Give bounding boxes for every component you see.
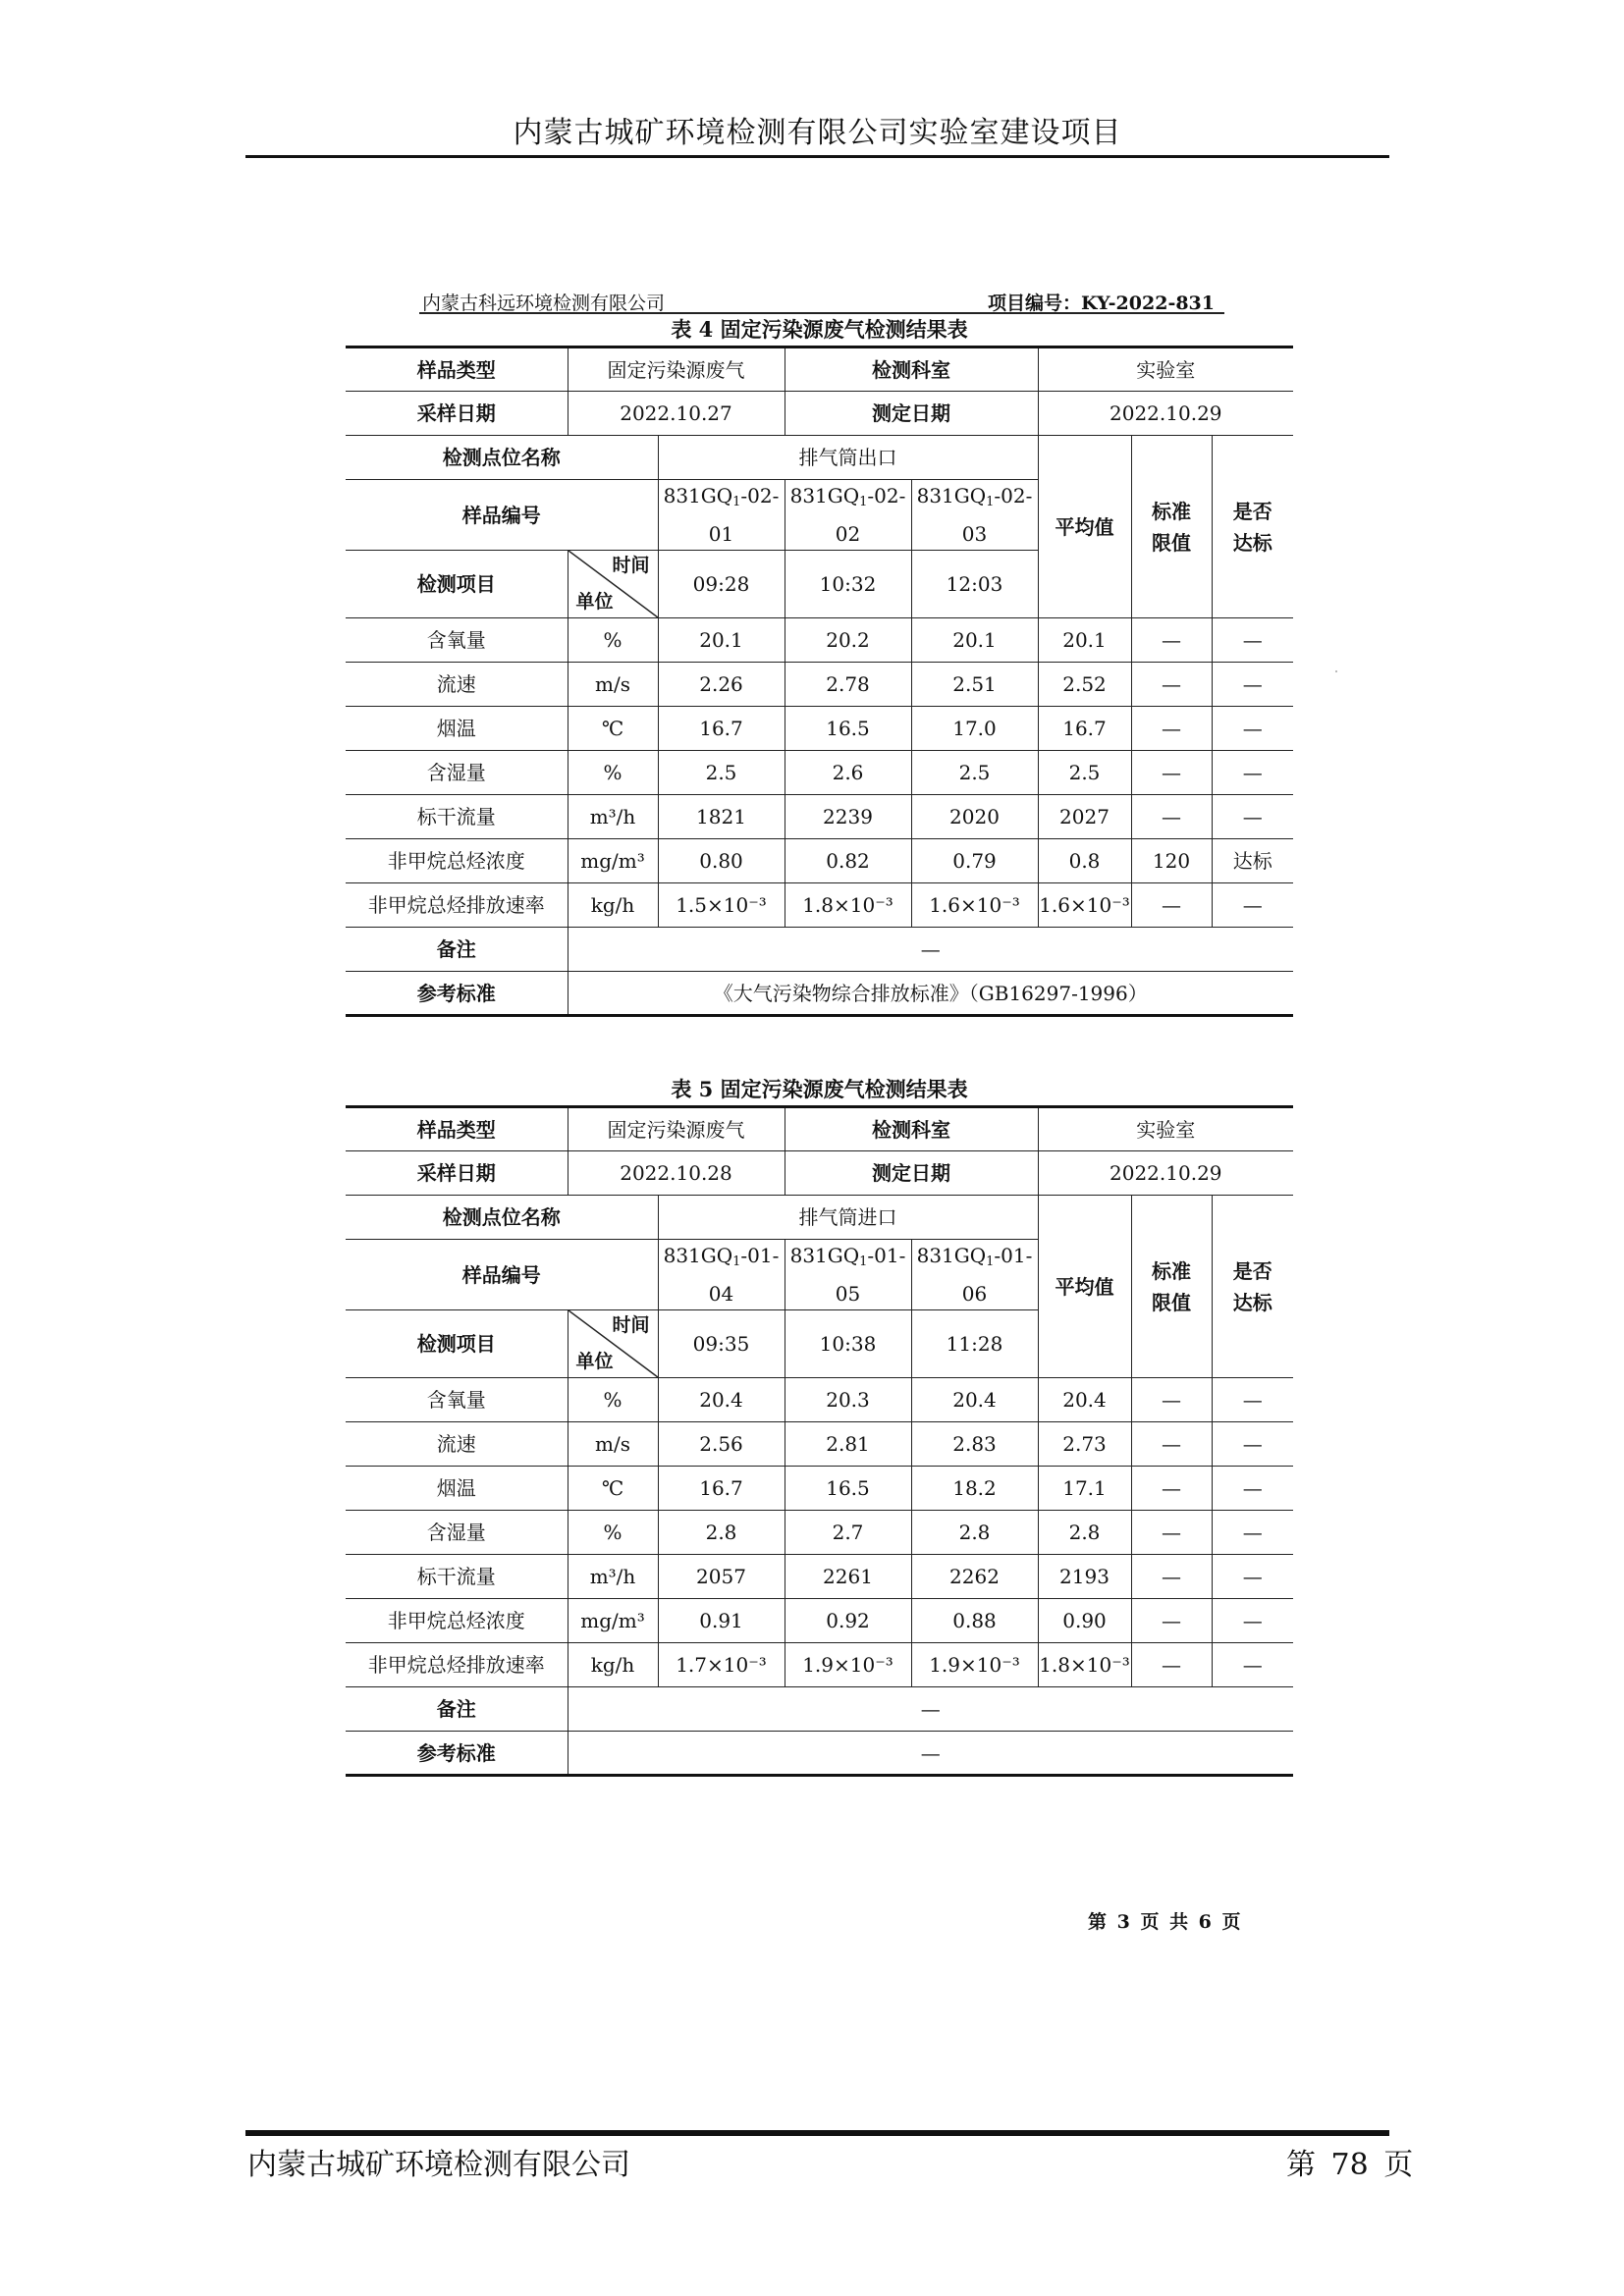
row-item: 非甲烷总烃排放速率 [346, 883, 568, 928]
row-average: 0.90 [1038, 1599, 1131, 1643]
scan-speck [1335, 670, 1337, 672]
test-date-value: 2022.10.29 [1038, 1151, 1293, 1196]
row-value-2: 20.3 [785, 1378, 911, 1422]
row-value-3: 2.8 [911, 1511, 1038, 1555]
row-item: 烟温 [346, 1467, 568, 1511]
sample-id-subscript: 1 [986, 1255, 995, 1269]
row-average: 0.8 [1038, 839, 1131, 883]
row-value-1: 20.1 [658, 618, 785, 663]
row-unit: ℃ [568, 1467, 658, 1511]
row-value-2: 16.5 [785, 1467, 911, 1511]
row-value-1: 20.4 [658, 1378, 785, 1422]
row-limit: — [1131, 1378, 1212, 1422]
row-value-2: 2.7 [785, 1511, 911, 1555]
sample-id-subscript: 1 [859, 1255, 868, 1269]
row-unit: ℃ [568, 707, 658, 751]
row-value-2: 1.8×10⁻³ [785, 883, 911, 928]
label-pass-line1: 是否 [1232, 499, 1272, 523]
label-unit: 单位 [575, 591, 614, 614]
table-row [346, 751, 1293, 795]
table-row [346, 618, 1293, 663]
row-unit: m/s [568, 1422, 658, 1467]
row-unit: m³/h [568, 795, 658, 839]
label-remark: 备注 [346, 1687, 568, 1732]
row-value-3: 17.0 [911, 707, 1038, 751]
label-pass [1212, 1196, 1293, 1378]
lab-value: 实验室 [1038, 1107, 1293, 1151]
table-row [346, 883, 1293, 928]
sample-id-mid: -02- [740, 484, 780, 507]
table-row [346, 1511, 1293, 1555]
row-average: 1.6×10⁻³ [1038, 883, 1131, 928]
label-item: 检测项目 [346, 1310, 568, 1378]
row-limit: — [1131, 707, 1212, 751]
point-name-value: 排气筒进口 [658, 1196, 1038, 1240]
table4-title: 表 4 固定污染源废气检测结果表 [671, 317, 968, 342]
row-unit: kg/h [568, 1643, 658, 1687]
scanned-report [346, 285, 1293, 1777]
label-sample-id: 样品编号 [346, 1240, 658, 1310]
sample-id-prefix: 831GQ [663, 1244, 733, 1267]
row-average: 20.4 [1038, 1378, 1131, 1422]
sample-time: 10:32 [785, 551, 911, 618]
row-average: 20.1 [1038, 618, 1131, 663]
label-sampling-date: 采样日期 [346, 1151, 568, 1196]
remark-value: — [568, 928, 1293, 972]
row-value-1: 2.56 [658, 1422, 785, 1467]
table5-section [346, 1074, 1293, 1777]
sample-id-suffix: 05 [835, 1282, 861, 1306]
label-sample-id: 样品编号 [346, 480, 658, 551]
sampling-date-value: 2022.10.28 [568, 1151, 785, 1196]
row-value-3: 0.79 [911, 839, 1038, 883]
row-value-2: 20.2 [785, 618, 911, 663]
row-limit: — [1131, 1599, 1212, 1643]
sample-id-prefix: 831GQ [916, 484, 987, 507]
table-row [346, 839, 1293, 883]
label-time: 时间 [612, 555, 650, 576]
row-item: 含氧量 [346, 618, 568, 663]
row-item: 非甲烷总烃排放速率 [346, 1643, 568, 1687]
label-lab: 检测科室 [785, 1107, 1038, 1151]
standard-value: — [568, 1732, 1293, 1776]
label-limit [1131, 436, 1212, 618]
sample-id-mid: -01- [994, 1244, 1033, 1267]
row-value-2: 2.78 [785, 663, 911, 707]
sample-id-subscript: 1 [859, 495, 868, 509]
table5 [346, 1105, 1293, 1777]
label-remark: 备注 [346, 928, 568, 972]
row-pass: — [1212, 618, 1293, 663]
row-unit: m/s [568, 663, 658, 707]
sampling-date-value: 2022.10.27 [568, 392, 785, 436]
sample-id-prefix: 831GQ [789, 1244, 860, 1267]
row-item: 非甲烷总烃浓度 [346, 1599, 568, 1643]
row-value-3: 2.51 [911, 663, 1038, 707]
row-value-3: 2020 [911, 795, 1038, 839]
sample-id-prefix: 831GQ [916, 1244, 987, 1267]
row-value-1: 2.5 [658, 751, 785, 795]
row-pass: — [1212, 1643, 1293, 1687]
label-pass-line2: 达标 [1232, 1290, 1272, 1314]
table5-title: 表 5 固定污染源废气检测结果表 [671, 1077, 968, 1101]
row-average: 2.52 [1038, 663, 1131, 707]
row-item: 标干流量 [346, 1555, 568, 1599]
row-limit: — [1131, 1555, 1212, 1599]
row-item: 非甲烷总烃浓度 [346, 839, 568, 883]
row-limit: — [1131, 1422, 1212, 1467]
row-pass: — [1212, 1599, 1293, 1643]
sample-id-cell [658, 1240, 785, 1310]
row-item: 流速 [346, 1422, 568, 1467]
row-average: 2.8 [1038, 1511, 1131, 1555]
sample-time: 11:28 [911, 1310, 1038, 1378]
table-row [346, 707, 1293, 751]
sample-id-subscript: 1 [732, 1255, 741, 1269]
label-standard: 参考标准 [346, 972, 568, 1016]
row-value-2: 0.82 [785, 839, 911, 883]
row-pass: — [1212, 795, 1293, 839]
row-value-2: 0.92 [785, 1599, 911, 1643]
sample-time: 09:35 [658, 1310, 785, 1378]
row-value-3: 20.4 [911, 1378, 1038, 1422]
row-item: 烟温 [346, 707, 568, 751]
header-rule [245, 155, 1389, 158]
label-limit-line1: 标准 [1152, 1258, 1191, 1283]
row-value-1: 2.26 [658, 663, 785, 707]
row-limit: — [1131, 1467, 1212, 1511]
label-sample-type: 样品类型 [346, 347, 568, 392]
lab-value: 实验室 [1038, 347, 1293, 392]
report-top-rule [419, 312, 1224, 314]
row-value-1: 1.7×10⁻³ [658, 1643, 785, 1687]
sample-id-cell [785, 480, 911, 551]
row-average: 2.73 [1038, 1422, 1131, 1467]
row-pass: — [1212, 1511, 1293, 1555]
sample-id-prefix: 831GQ [789, 484, 860, 507]
row-pass: — [1212, 1422, 1293, 1467]
sample-id-suffix: 02 [835, 522, 861, 546]
label-average: 平均值 [1038, 436, 1131, 618]
row-unit: % [568, 751, 658, 795]
footer-rule [245, 2130, 1389, 2136]
row-pass: — [1212, 1378, 1293, 1422]
sample-id-mid: -02- [994, 484, 1033, 507]
row-value-2: 2239 [785, 795, 911, 839]
row-value-1: 1.5×10⁻³ [658, 883, 785, 928]
row-pass: — [1212, 751, 1293, 795]
row-limit: — [1131, 618, 1212, 663]
sample-id-suffix: 06 [961, 1282, 988, 1306]
row-value-3: 2.5 [911, 751, 1038, 795]
row-limit: — [1131, 751, 1212, 795]
row-unit: m³/h [568, 1555, 658, 1599]
sample-time: 12:03 [911, 551, 1038, 618]
project-number: 项目编号：KY-2022-831 [988, 293, 1215, 314]
sample-id-suffix: 01 [708, 522, 734, 546]
table-row [346, 1378, 1293, 1422]
sample-id-suffix: 04 [708, 1282, 734, 1306]
row-unit: kg/h [568, 883, 658, 928]
report-company: 内蒙古科远环境检测有限公司 [422, 293, 666, 314]
footer-page-number: 第 78 页 [1286, 2148, 1414, 2182]
row-item: 含湿量 [346, 751, 568, 795]
time-unit-header [568, 1310, 658, 1378]
row-limit: — [1131, 1643, 1212, 1687]
label-item: 检测项目 [346, 551, 568, 618]
label-limit-line2: 限值 [1152, 530, 1191, 555]
label-point-name: 检测点位名称 [346, 436, 658, 480]
sample-id-subscript: 1 [986, 495, 995, 509]
sample-time: 09:28 [658, 551, 785, 618]
row-value-3: 18.2 [911, 1467, 1038, 1511]
row-value-2: 2.81 [785, 1422, 911, 1467]
row-value-1: 2057 [658, 1555, 785, 1599]
label-point-name: 检测点位名称 [346, 1196, 658, 1240]
row-limit: — [1131, 883, 1212, 928]
row-pass: — [1212, 1555, 1293, 1599]
label-test-date: 测定日期 [785, 1151, 1038, 1196]
report-page-number: 第 3 页 共 6 页 [1088, 1911, 1241, 1933]
sample-id-cell [785, 1240, 911, 1310]
row-limit: — [1131, 663, 1212, 707]
sample-id-prefix: 831GQ [663, 484, 733, 507]
label-sample-type: 样品类型 [346, 1107, 568, 1151]
row-value-1: 0.91 [658, 1599, 785, 1643]
sample-type-value: 固定污染源废气 [568, 1107, 785, 1151]
table-row [346, 663, 1293, 707]
remark-value: — [568, 1687, 1293, 1732]
row-value-3: 0.88 [911, 1599, 1038, 1643]
footer-company: 内蒙古城矿环境检测有限公司 [247, 2148, 630, 2182]
row-item: 含氧量 [346, 1378, 568, 1422]
row-average: 2193 [1038, 1555, 1131, 1599]
label-limit [1131, 1196, 1212, 1378]
sample-id-mid: -01- [867, 1244, 906, 1267]
sample-id-subscript: 1 [732, 495, 741, 509]
row-pass: — [1212, 1467, 1293, 1511]
sample-type-value: 固定污染源废气 [568, 347, 785, 392]
label-test-date: 测定日期 [785, 392, 1038, 436]
label-unit: 单位 [575, 1351, 614, 1373]
row-value-1: 2.8 [658, 1511, 785, 1555]
row-item: 流速 [346, 663, 568, 707]
row-average: 1.8×10⁻³ [1038, 1643, 1131, 1687]
label-pass-line1: 是否 [1232, 1258, 1272, 1283]
test-date-value: 2022.10.29 [1038, 392, 1293, 436]
label-pass [1212, 436, 1293, 618]
row-value-2: 16.5 [785, 707, 911, 751]
row-pass: 达标 [1212, 839, 1293, 883]
table-row [346, 795, 1293, 839]
label-standard: 参考标准 [346, 1732, 568, 1776]
standard-value: 《大气污染物综合排放标准》（GB16297-1996） [568, 972, 1293, 1016]
row-value-1: 16.7 [658, 1467, 785, 1511]
table4 [346, 346, 1293, 1017]
row-limit: 120 [1131, 839, 1212, 883]
row-item: 含湿量 [346, 1511, 568, 1555]
label-time: 时间 [612, 1314, 650, 1336]
row-value-2: 2261 [785, 1555, 911, 1599]
sample-id-cell [911, 480, 1038, 551]
row-value-3: 20.1 [911, 618, 1038, 663]
label-pass-line2: 达标 [1232, 530, 1272, 555]
row-average: 2.5 [1038, 751, 1131, 795]
row-value-3: 1.6×10⁻³ [911, 883, 1038, 928]
sample-id-mid: -02- [867, 484, 906, 507]
point-name-value: 排气筒出口 [658, 436, 1038, 480]
row-limit: — [1131, 795, 1212, 839]
table-row [346, 1643, 1293, 1687]
time-unit-header [568, 551, 658, 618]
row-pass: — [1212, 883, 1293, 928]
sample-id-mid: -01- [740, 1244, 780, 1267]
label-sampling-date: 采样日期 [346, 392, 568, 436]
row-value-1: 1821 [658, 795, 785, 839]
row-unit: % [568, 1378, 658, 1422]
table-row [346, 1422, 1293, 1467]
sample-id-cell [658, 480, 785, 551]
row-value-3: 2.83 [911, 1422, 1038, 1467]
row-average: 17.1 [1038, 1467, 1131, 1511]
label-lab: 检测科室 [785, 347, 1038, 392]
row-unit: mg/m³ [568, 1599, 658, 1643]
row-value-3: 2262 [911, 1555, 1038, 1599]
row-item: 标干流量 [346, 795, 568, 839]
row-pass: — [1212, 707, 1293, 751]
label-limit-line1: 标准 [1152, 499, 1191, 523]
row-value-2: 1.9×10⁻³ [785, 1643, 911, 1687]
row-average: 16.7 [1038, 707, 1131, 751]
row-value-2: 2.6 [785, 751, 911, 795]
row-pass: — [1212, 663, 1293, 707]
sample-time: 10:38 [785, 1310, 911, 1378]
table-row [346, 1467, 1293, 1511]
report-top-line [346, 285, 1293, 314]
label-average: 平均值 [1038, 1196, 1131, 1378]
sample-id-cell [911, 1240, 1038, 1310]
table-row [346, 1555, 1293, 1599]
row-unit: % [568, 618, 658, 663]
label-limit-line2: 限值 [1152, 1290, 1191, 1314]
row-unit: mg/m³ [568, 839, 658, 883]
row-limit: — [1131, 1511, 1212, 1555]
page-header: 内蒙古城矿环境检测有限公司实验室建设项目 [513, 116, 1122, 150]
row-value-1: 16.7 [658, 707, 785, 751]
row-average: 2027 [1038, 795, 1131, 839]
row-value-3: 1.9×10⁻³ [911, 1643, 1038, 1687]
row-unit: % [568, 1511, 658, 1555]
row-value-1: 0.80 [658, 839, 785, 883]
sample-id-suffix: 03 [961, 522, 988, 546]
table-row [346, 1599, 1293, 1643]
